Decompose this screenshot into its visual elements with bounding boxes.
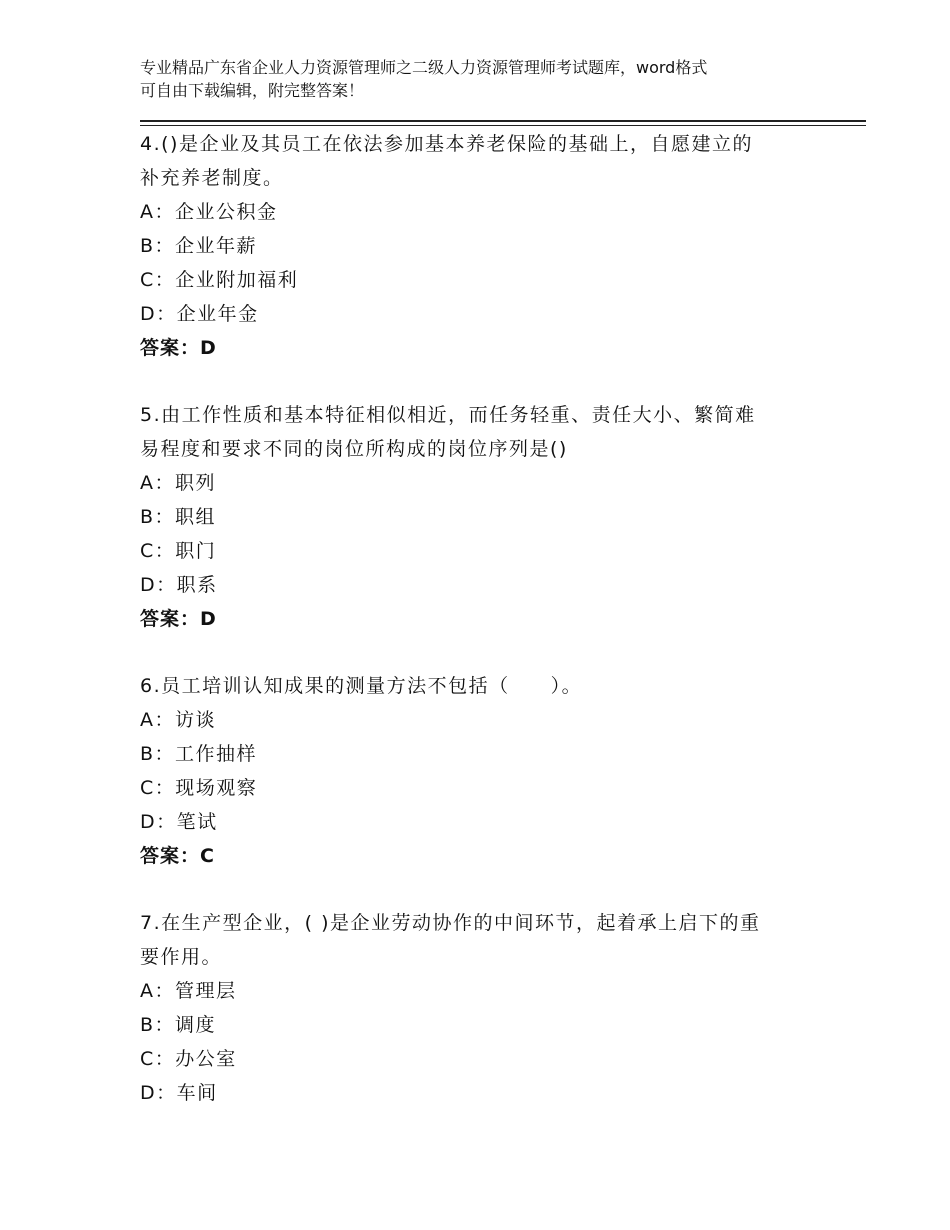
question-stem-line: 6.员工培训认知成果的测量方法不包括（ ）。 xyxy=(140,675,583,697)
option-a: A：管理层 xyxy=(140,980,237,1002)
option-a: A：职列 xyxy=(140,472,216,494)
question-stem-line: 7.在生产型企业，( )是企业劳动协作的中间环节，起着承上启下的重 xyxy=(140,912,761,934)
question-stem-line: 要作用。 xyxy=(140,946,223,968)
question-5 xyxy=(140,398,840,636)
question-4 xyxy=(140,127,840,365)
answer-label: 答案：C xyxy=(140,845,215,867)
question-list xyxy=(140,127,840,1110)
answer-label: 答案：D xyxy=(140,608,217,630)
header-divider-thin xyxy=(140,125,866,126)
option-d: D：车间 xyxy=(140,1082,218,1104)
answer-label: 答案：D xyxy=(140,337,217,359)
option-d: D：笔试 xyxy=(140,811,218,833)
header-line-1: 专业精品广东省企业人力资源管理师之二级人力资源管理师考试题库，word格式 xyxy=(140,58,708,77)
question-7 xyxy=(140,906,840,1110)
document-header xyxy=(140,56,840,102)
option-c: C：企业附加福利 xyxy=(140,269,299,291)
question-stem-line: 4.()是企业及其员工在依法参加基本养老保险的基础上，自愿建立的 xyxy=(140,133,753,155)
option-b: B：工作抽样 xyxy=(140,743,258,765)
option-d: D：职系 xyxy=(140,574,218,596)
question-stem-line: 5.由工作性质和基本特征相似相近，而任务轻重、责任大小、繁简难 xyxy=(140,404,756,426)
option-a: A：访谈 xyxy=(140,709,216,731)
question-stem-line: 易程度和要求不同的岗位所构成的岗位序列是() xyxy=(140,438,568,460)
option-b: B：职组 xyxy=(140,506,217,528)
option-c: C：职门 xyxy=(140,540,217,562)
question-6 xyxy=(140,669,840,873)
header-divider-thick xyxy=(140,120,866,122)
option-a: A：企业公积金 xyxy=(140,201,278,223)
option-b: B：企业年薪 xyxy=(140,235,258,257)
question-stem-line: 补充养老制度。 xyxy=(140,167,284,189)
option-c: C：办公室 xyxy=(140,1048,237,1070)
option-c: C：现场观察 xyxy=(140,777,258,799)
option-b: B：调度 xyxy=(140,1014,217,1036)
option-d: D：企业年金 xyxy=(140,303,259,325)
header-line-2: 可自由下载编辑，附完整答案！ xyxy=(140,81,365,100)
